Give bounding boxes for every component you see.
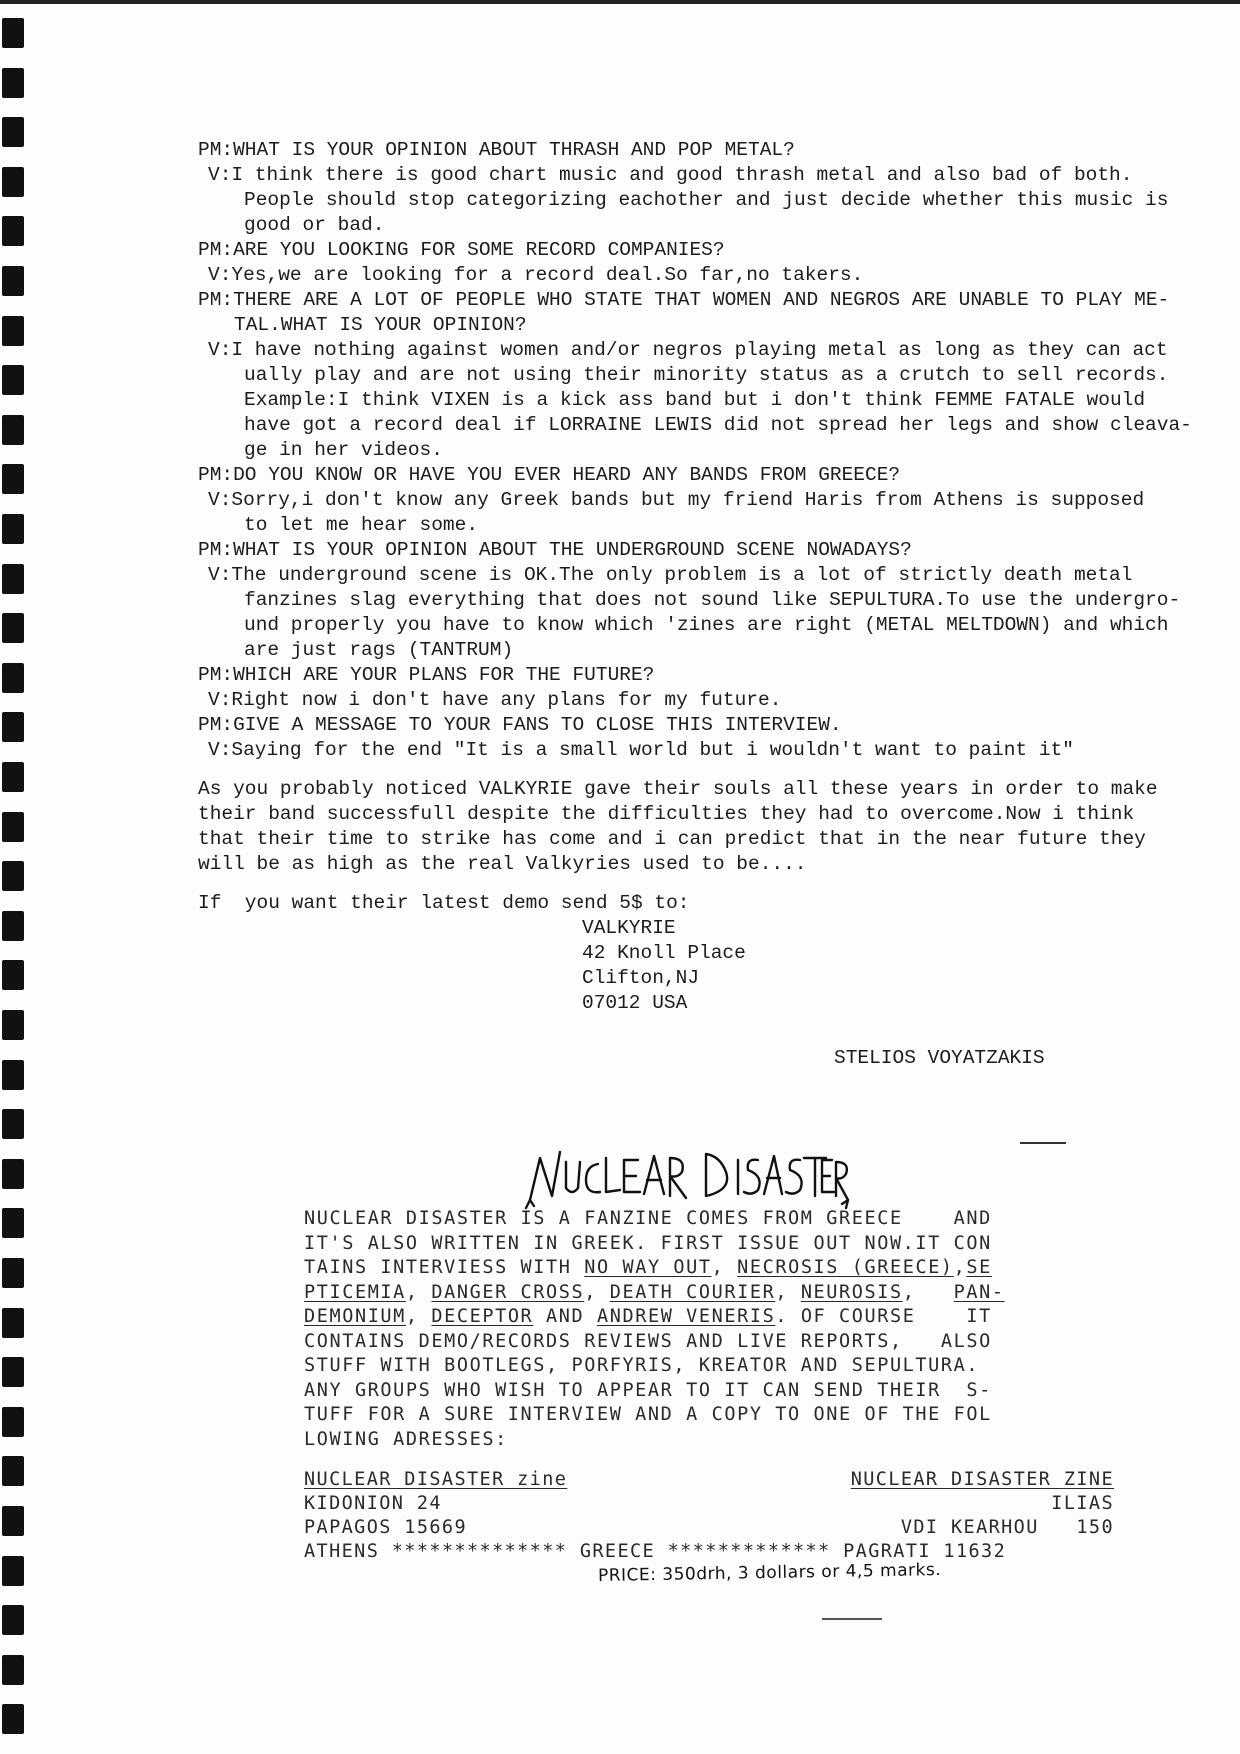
zine-addresses: [304, 1468, 1124, 1568]
qa-first-line: [198, 713, 1218, 738]
address-bottom-line: ATHENS ************** GREECE ************* PAGRATI 11632: [304, 1541, 1007, 1562]
qa-text: DO YOU KNOW OR HAVE YOU EVER HEARD ANY BANDS FROM GREECE?: [233, 464, 901, 486]
binding-hole: [2, 1159, 24, 1189]
speaker-label: V:: [208, 264, 232, 286]
demo-offer: If you want their latest demo send 5$ to:: [198, 892, 690, 914]
speaker-label: V:: [208, 339, 232, 361]
qa-continuation-line: are just rags (TANTRUM): [244, 639, 514, 661]
ad-line: IT'S ALSO WRITTEN IN GREEK. FIRST ISSUE OUT NOW.IT CON: [304, 1232, 992, 1254]
binding-hole: [2, 1208, 24, 1238]
interview-question: [198, 238, 1218, 263]
handwritten-price: PRICE: 350drh, 3 dollars or 4,5 marks.: [597, 1560, 942, 1586]
qa-first-line: [208, 338, 1218, 363]
binding-hole: [2, 861, 24, 891]
speaker-label: V:: [208, 564, 232, 586]
qa-continuation-line: to let me hear some.: [244, 514, 479, 536]
scan-mark: [822, 1618, 882, 1620]
separator: ,: [902, 1281, 954, 1303]
separator: ,: [405, 1281, 432, 1303]
binding-hole: [2, 762, 24, 792]
binding-hole: [2, 564, 24, 594]
address-line: 07012 USA: [582, 992, 688, 1014]
speaker-label: V:: [208, 489, 232, 511]
binding-hole: [2, 514, 24, 544]
address-line: ILIAS: [1051, 1493, 1114, 1514]
interview-answer: [198, 488, 1218, 538]
ad-line: TAINS INTERVIESS WITH: [304, 1257, 585, 1278]
qa-first-line: [198, 463, 1218, 488]
separator: ,: [405, 1306, 432, 1327]
binding-hole: [2, 1655, 24, 1685]
binding-hole: [2, 1010, 24, 1040]
qa-first-line: [208, 263, 1218, 288]
interview-answer: [198, 163, 1218, 238]
closing-line: that their time to strike has come and i can predict that in the near future they: [198, 828, 1146, 850]
interview-answer: [198, 263, 1218, 288]
qa-first-line: [198, 288, 1218, 313]
binding-hole: [2, 1060, 24, 1090]
speaker-label: PM:: [198, 714, 234, 736]
binding-hole: [2, 68, 24, 98]
speaker-label: V:: [208, 739, 232, 761]
qa-continuation-line: und properly you have to know which 'zines are right (METAL MELTDOWN) and which: [244, 614, 1169, 636]
qa-text: WHAT IS YOUR OPINION ABOUT THE UNDERGROUND SCENE NOWADAYS?: [233, 539, 912, 561]
separator: ,: [775, 1281, 801, 1303]
qa-first-line: [208, 488, 1218, 513]
qa-continuation-line: ually play and are not using their minority status as a crutch to sell records.: [244, 364, 1169, 386]
qa-first-line: [198, 138, 1218, 163]
interview-question: [198, 463, 1218, 488]
qa-text: THERE ARE A LOT OF PEOPLE WHO STATE THAT WOMEN AND NEGROS ARE UNABLE TO PLAY ME-: [233, 289, 1170, 311]
ad-line: CONTAINS DEMO/RECORDS REVIEWS AND LIVE REPORTS, ALSO: [304, 1330, 992, 1352]
nuclear-disaster-ad-text: [304, 1207, 1124, 1452]
separator: AND: [533, 1306, 597, 1327]
binding-hole: [2, 167, 24, 197]
binding-hole: [2, 18, 24, 48]
band-name: DECEPTOR: [431, 1306, 534, 1327]
binding-hole: [2, 712, 24, 742]
speaker-label: PM:: [198, 239, 234, 261]
left-address: [304, 1468, 624, 1540]
speaker-label: PM:: [198, 539, 234, 561]
separator: ,: [953, 1257, 967, 1278]
binding-hole: [2, 365, 24, 395]
band-name: DEATH COURIER: [609, 1281, 776, 1303]
interview-answer: [198, 338, 1218, 463]
nuclear-disaster-logo-lettering: [520, 1140, 850, 1210]
interview-section: [198, 138, 1218, 1071]
separator: ,: [711, 1257, 738, 1278]
binding-hole: [2, 960, 24, 990]
interview-question: [198, 713, 1218, 738]
interview-answer: [198, 738, 1218, 763]
qa-first-line: [208, 738, 1218, 763]
address-line: 42 Knoll Place: [582, 942, 746, 964]
binding-hole: [2, 1704, 24, 1734]
speaker-label: V:: [208, 689, 232, 711]
qa-text: GIVE A MESSAGE TO YOUR FANS TO CLOSE THIS INTERVIEW.: [233, 714, 842, 736]
binding-hole: [2, 117, 24, 147]
binding-hole: [2, 1407, 24, 1437]
binding-hole: [2, 415, 24, 445]
qa-text: Sorry,i don't know any Greek bands but my friend Haris from Athens is supposed: [231, 489, 1145, 511]
speaker-label: PM:: [198, 464, 234, 486]
binding-hole: [2, 812, 24, 842]
band-name: DANGER CROSS: [431, 1281, 585, 1303]
binding-hole: [2, 663, 24, 693]
qa-first-line: [208, 563, 1218, 588]
binding-hole: [2, 1109, 24, 1139]
binding-hole: [2, 911, 24, 941]
band-name: NEUROSIS: [800, 1281, 903, 1303]
ad-line: TUFF FOR A SURE INTERVIEW AND A COPY TO ONE OF THE FOL: [304, 1404, 992, 1425]
valkyrie-address: [582, 916, 1218, 1016]
qa-continuation-line: fanzines slag everything that does not sound like SEPULTURA.To use the undergro-: [244, 589, 1181, 611]
binding-hole: [2, 1605, 24, 1635]
address-line: KIDONION 24: [304, 1493, 442, 1514]
ad-line: STUFF WITH BOOTLEGS, PORFYRIS, KREATOR AND SEPULTURA.: [304, 1355, 980, 1376]
qa-text: The underground scene is OK.The only problem is a lot of strictly death metal: [231, 564, 1133, 586]
binding-hole: [2, 216, 24, 246]
band-name: NO WAY OUT: [584, 1257, 712, 1278]
interview-question: [198, 538, 1218, 563]
address-line: VALKYRIE: [582, 917, 676, 939]
binding-hole: [2, 1456, 24, 1486]
ad-line: NUCLEAR DISASTER IS A FANZINE COMES FROM GREECE AND: [304, 1208, 992, 1229]
address-line: PAPAGOS 15669: [304, 1517, 467, 1538]
speaker-label: PM:: [198, 664, 234, 686]
page-top-edge: [0, 0, 1240, 4]
speaker-label: PM:: [198, 289, 234, 311]
speaker-label: V:: [208, 164, 232, 186]
interview-question: [198, 288, 1218, 338]
interview-answer: [198, 688, 1218, 713]
right-address: [784, 1468, 1114, 1540]
binding-hole: [2, 1258, 24, 1288]
band-name: NECROSIS (GREECE): [737, 1257, 954, 1278]
qa-first-line: [198, 538, 1218, 563]
band-name: SE: [966, 1257, 992, 1278]
binding-hole: [2, 266, 24, 296]
closing-line: will be as high as the real Valkyries used to be....: [198, 853, 807, 875]
binding-hole: [2, 1556, 24, 1586]
closing-line: their band successfull despite the difficulties they had to overcome.Now i think: [198, 803, 1135, 825]
qa-text: Right now i don't have any plans for my future.: [231, 689, 782, 711]
qa-first-line: [208, 688, 1218, 713]
closing-paragraph: [198, 777, 1208, 877]
interview-question: [198, 663, 1218, 688]
ad-line: ANY GROUPS WHO WISH TO APPEAR TO IT CAN SEND THEIR S-: [304, 1379, 992, 1401]
separator: ,: [584, 1281, 610, 1303]
qa-text: WHICH ARE YOUR PLANS FOR THE FUTURE?: [233, 664, 655, 686]
band-name: ANDREW VENERIS: [597, 1306, 776, 1327]
nuclear-disaster-logo: [520, 1140, 850, 1210]
interview-question: [198, 138, 1218, 163]
binding-hole: [2, 1308, 24, 1338]
qa-text: Saying for the end "It is a small world but i wouldn't want to paint it": [231, 739, 1074, 761]
qa-continuation-line: TAL.WHAT IS YOUR OPINION?: [234, 314, 527, 336]
qa-first-line: [208, 163, 1218, 188]
address-line: NUCLEAR DISASTER ZINE: [850, 1469, 1114, 1490]
qa-first-line: [198, 663, 1218, 688]
closing-line: As you probably noticed VALKYRIE gave their souls all these years in order to make: [198, 778, 1158, 800]
qa-continuation-line: People should stop categorizing eachother and just decide whether this music is: [244, 189, 1169, 211]
speaker-label: PM:: [198, 139, 234, 161]
qa-continuation-line: Example:I think VIXEN is a kick ass band but i don't think FEMME FATALE would: [244, 389, 1146, 411]
binding-hole: [2, 464, 24, 494]
qa-text: ARE YOU LOOKING FOR SOME RECORD COMPANIES?: [233, 239, 725, 261]
binding-hole: [2, 1506, 24, 1536]
interview-answer: [198, 563, 1218, 663]
band-name: PAN-: [953, 1281, 1005, 1303]
binding-hole: [2, 613, 24, 643]
qa-continuation-line: good or bad.: [244, 214, 385, 236]
address-line: NUCLEAR DISASTER zine: [304, 1469, 568, 1490]
ad-line: LOWING ADRESSES:: [304, 1428, 508, 1450]
qa-text: I have nothing against women and/or negros playing metal as long as they can act: [231, 339, 1168, 361]
qa-first-line: [198, 238, 1218, 263]
band-name: PTICEMIA: [304, 1281, 406, 1303]
address-line: Clifton,NJ: [582, 967, 700, 989]
band-name: DEMONIUM: [304, 1306, 406, 1327]
binding-hole: [2, 316, 24, 346]
qa-continuation-line: ge in her videos.: [244, 439, 443, 461]
binding-hole: [2, 1357, 24, 1387]
scan-mark: [1020, 1142, 1066, 1144]
qa-text: Yes,we are looking for a record deal.So far,no takers.: [231, 264, 864, 286]
qa-continuation-line: have got a record deal if LORRAINE LEWIS did not spread her legs and show cleava-: [244, 414, 1192, 436]
author-signature: STELIOS VOYATZAKIS: [834, 1047, 1045, 1069]
address-line: VDI KEARHOU 150: [900, 1517, 1114, 1538]
spiral-binding: [0, 0, 30, 1754]
ad-line: . OF COURSE IT: [775, 1306, 992, 1327]
qa-text: I think there is good chart music and good thrash metal and also bad of both.: [231, 164, 1133, 186]
qa-text: WHAT IS YOUR OPINION ABOUT THRASH AND POP METAL?: [233, 139, 795, 161]
